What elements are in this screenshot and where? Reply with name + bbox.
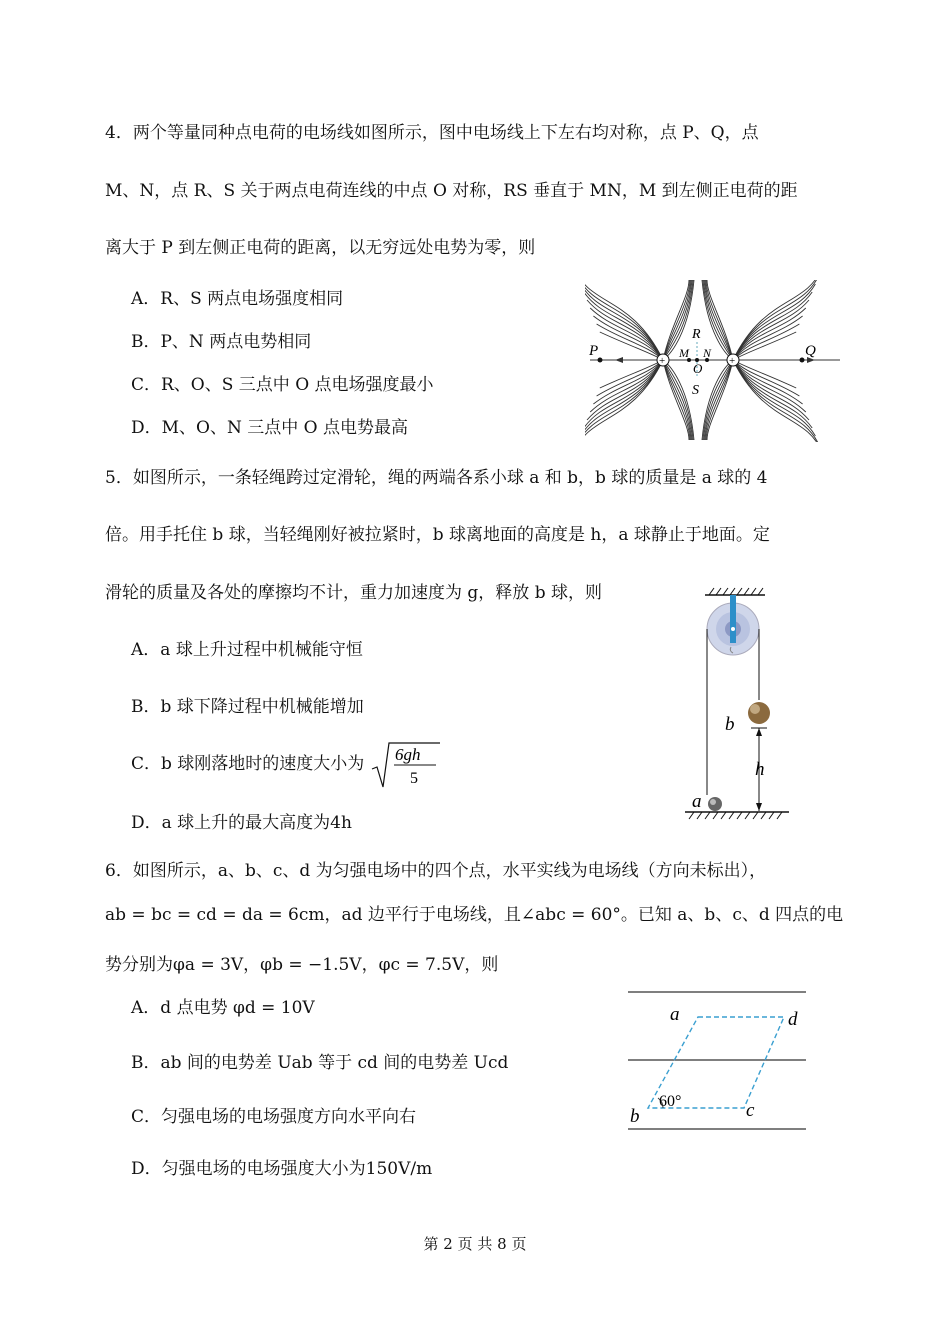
label-angle: 60° bbox=[659, 1093, 682, 1110]
q6-stem-line2: ab = bc = cd = da = 6cm，ad 边平行于电场线，且∠abc = 60°。已知 a、b、c、d 四点的电 bbox=[105, 905, 844, 925]
q6-stem-line1: 6．如图所示，a、b、c、d 为匀强电场中的四个点，水平实线为电场线（方向未标出）， bbox=[105, 861, 767, 881]
sqrt-denominator: 5 bbox=[410, 770, 418, 787]
label-M: M bbox=[679, 346, 689, 360]
q4-field-line-figure bbox=[585, 280, 845, 442]
q5-stem-line1: 5．如图所示，一条轻绳跨过定滑轮，绳的两端各系小球 a 和 b，b 球的质量是 a 球的 4 bbox=[105, 468, 768, 488]
label-O: O bbox=[693, 361, 703, 376]
q4-option-b: B．P、N 两点电势相同 bbox=[131, 332, 312, 352]
label-S: S bbox=[692, 383, 699, 398]
q5-sqrt-expression bbox=[370, 739, 442, 795]
q5-stem-line2: 倍。用手托住 b 球，当轻绳刚好被拉紧时，b 球离地面的高度是 h，a 球静止于地面。定 bbox=[105, 525, 770, 545]
q6-option-c: C．匀强电场的电场强度方向水平向右 bbox=[131, 1107, 417, 1127]
q6-option-b: B．ab 间的电势差 Uab 等于 cd 间的电势差 Ucd bbox=[131, 1053, 509, 1073]
label-a: a bbox=[670, 1004, 680, 1025]
q6-stem-line3: 势分别为φa = 3V，φb = −1.5V，φc = 7.5V，则 bbox=[105, 955, 499, 975]
label-Q: Q bbox=[805, 343, 816, 359]
q5-option-d: D．a 球上升的最大高度为4h bbox=[131, 813, 352, 833]
label-b: b bbox=[630, 1106, 640, 1127]
q4-stem-line1: 4．两个等量同种点电荷的电场线如图所示，图中电场线上下左右均对称，点 P、Q，点 bbox=[105, 123, 759, 143]
q6-option-d: D．匀强电场的电场强度大小为150V/m bbox=[131, 1159, 433, 1179]
q6-rhombus-figure bbox=[620, 985, 812, 1130]
q5-option-c: C．b 球刚落地时的速度大小为 bbox=[131, 754, 365, 774]
q5-pulley-figure bbox=[685, 585, 795, 825]
label-c: c bbox=[746, 1100, 755, 1121]
q4-option-a: A．R、S 两点电场强度相同 bbox=[131, 289, 344, 309]
q4-stem-line3: 离大于 P 到左侧正电荷的距离，以无穷远处电势为零，则 bbox=[105, 238, 536, 258]
svg-text:+: + bbox=[659, 355, 666, 367]
label-d: d bbox=[788, 1009, 798, 1030]
label-h: h bbox=[755, 759, 765, 780]
page-footer: 第 2 页 共 8 页 bbox=[423, 1235, 527, 1253]
q5-option-b: B．b 球下降过程中机械能增加 bbox=[131, 697, 364, 717]
label-R: R bbox=[692, 327, 701, 342]
q4-option-d: D．M、O、N 三点中 O 点电势最高 bbox=[131, 418, 408, 438]
q5-stem-line3: 滑轮的质量及各处的摩擦均不计，重力加速度为 g，释放 b 球，则 bbox=[105, 583, 602, 603]
label-b: b bbox=[725, 714, 735, 735]
label-a: a bbox=[692, 791, 702, 812]
label-P: P bbox=[589, 343, 599, 359]
q4-option-c: C．R、O、S 三点中 O 点电场强度最小 bbox=[131, 375, 434, 395]
sqrt-numerator: 6gh bbox=[395, 745, 421, 764]
q4-stem-line2: M、N，点 R、S 关于两点电荷连线的中点 O 对称，RS 垂直于 MN，M 到左侧正电荷的距 bbox=[105, 181, 798, 201]
q6-option-a: A．d 点电势 φd = 10V bbox=[131, 998, 315, 1018]
q5-option-a: A．a 球上升过程中机械能守恒 bbox=[131, 640, 363, 660]
label-N: N bbox=[703, 346, 712, 360]
svg-text:+: + bbox=[729, 355, 736, 367]
